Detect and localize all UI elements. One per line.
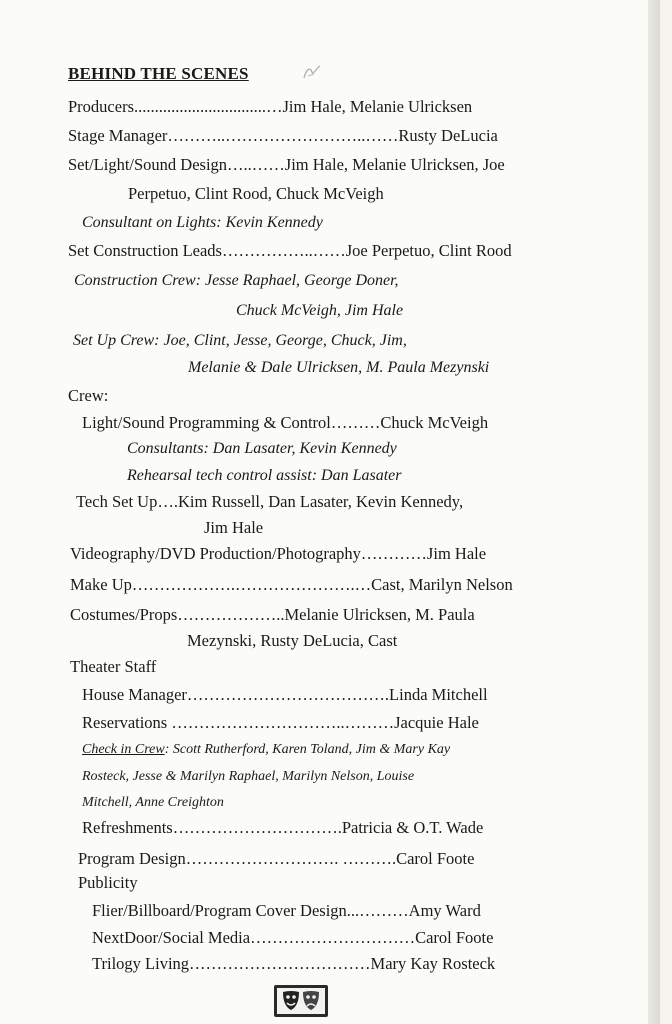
credit-makeup: Make Up……………….………………….…Cast, Marilyn Nelson — [70, 575, 513, 594]
credit-rehearsal-assist: Rehearsal tech control assist: Dan Lasater — [127, 467, 402, 484]
credit-checkin-crew-cont: Rosteck, Jesse & Marilyn Raphael, Marilyn Nelson, Louise — [82, 769, 415, 784]
credit-flier: Flier/Billboard/Program Cover Design...………Amy Ward — [92, 901, 481, 920]
page-edge — [648, 0, 660, 1024]
handwritten-mark-icon — [300, 62, 324, 82]
credit-trilogy: Trilogy Living……………………………Mary Kay Rosteck — [92, 954, 496, 973]
credit-nextdoor: NextDoor/Social Media…………………………Carol Foote — [92, 928, 494, 947]
credit-costumes: Costumes/Props………………..Melanie Ulricksen, M. Paula — [70, 605, 475, 624]
credit-setup-crew: Set Up Crew: Joe, Clint, Jesse, George, Chuck, Jim, — [73, 332, 407, 349]
credit-checkin-crew — [82, 739, 450, 761]
credit-checkin-crew-cont2: Mitchell, Anne Creighton — [82, 795, 224, 810]
crew-label: Crew: — [68, 386, 109, 405]
credit-stage-manager: Stage Manager………..……………………..……Rusty DeLucia — [68, 126, 498, 145]
theater-staff-label: Theater Staff — [70, 657, 157, 676]
credit-setup-crew-cont: Melanie & Dale Ulricksen, M. Paula Mezynski — [188, 359, 490, 376]
credit-tech-setup-cont: Jim Hale — [204, 518, 264, 537]
credit-set-design: Set/Light/Sound Design…..……Jim Hale, Melanie Ulricksen, Joe — [68, 155, 505, 174]
credit-construction-leads: Set Construction Leads……………..……Joe Perpetuo, Clint Rood — [68, 241, 512, 260]
credit-construction-crew-cont: Chuck McVeigh, Jim Hale — [236, 302, 404, 319]
credit-program-design: Program Design………………………. ……….Carol Foote — [78, 849, 475, 868]
section-heading: BEHIND THE SCENES — [68, 64, 249, 83]
credit-reservations: Reservations …………………………..………Jacquie Hale — [82, 713, 479, 732]
credit-consultant-lights: Consultant on Lights: Kevin Kennedy — [82, 214, 323, 231]
credit-light-sound: Light/Sound Programming & Control………Chuck McVeigh — [82, 413, 489, 432]
checkin-crew-label: Check in Crew — [82, 742, 165, 757]
theater-masks-icon — [273, 984, 329, 1018]
credit-costumes-cont: Mezynski, Rusty DeLucia, Cast — [187, 631, 398, 650]
credit-refreshments: Refreshments………………………….Patricia & O.T. Wade — [82, 818, 484, 837]
credit-house-manager: House Manager……………………………….Linda Mitchell — [82, 685, 488, 704]
credit-construction-crew: Construction Crew: Jesse Raphael, George Doner, — [74, 272, 399, 289]
credit-videography: Videography/DVD Production/Photography…………Jim Hale — [70, 544, 487, 563]
checkin-crew-names: : Scott Rutherford, Karen Toland, Jim & Mary Kay — [164, 742, 451, 757]
credit-tech-setup: Tech Set Up….Kim Russell, Dan Lasater, Kevin Kennedy, — [76, 492, 464, 511]
credit-consultants: Consultants: Dan Lasater, Kevin Kennedy — [127, 440, 397, 457]
publicity-label: Publicity — [78, 873, 138, 892]
credit-set-design-cont: Perpetuo, Clint Rood, Chuck McVeigh — [128, 184, 384, 203]
credit-producers: Producers................................…Jim Hale, Melanie Ulricksen — [68, 97, 473, 116]
